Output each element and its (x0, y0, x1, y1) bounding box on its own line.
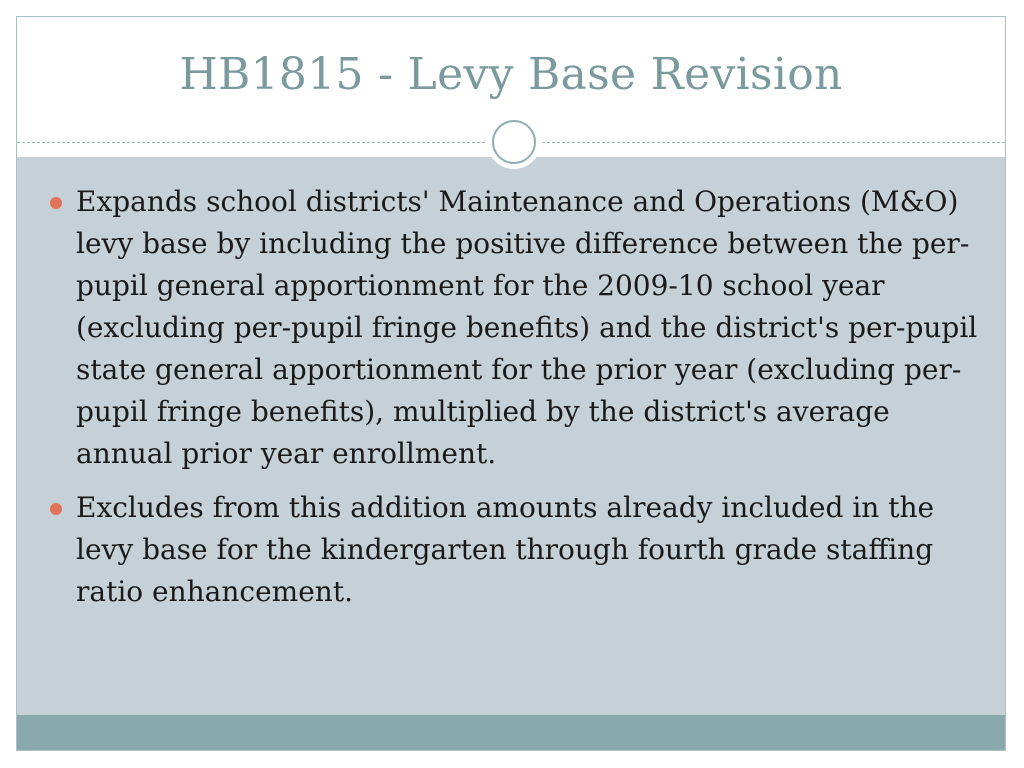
bullet-item (50, 181, 980, 475)
bullet-dot-icon (50, 503, 62, 515)
bullet-dot-icon (50, 197, 62, 209)
slide-title: HB1815 - Levy Base Revision (179, 49, 843, 100)
bullet-text: Excludes from this addition amounts already included in the levy base for the kindergarten through fourth grade staffing ratio enhancement. (76, 491, 935, 608)
circle-ornament-icon (487, 115, 541, 169)
bullet-item (50, 487, 980, 613)
slide-frame (16, 16, 1006, 751)
bullet-list (50, 181, 980, 625)
bullet-text: Expands school districts' Maintenance and Operations (M&O) levy base by including the positive difference between the per-pupil general apportionment for the 2009-10 school year (excluding per-pupil fringe benefits) and the district's per-pupil state general apportionment for the prior year (excluding per-pupil fringe benefits), multiplied by the district's average annual prior year enrollment. (76, 185, 978, 470)
footer-bar (17, 715, 1005, 751)
content-area (17, 157, 1005, 715)
